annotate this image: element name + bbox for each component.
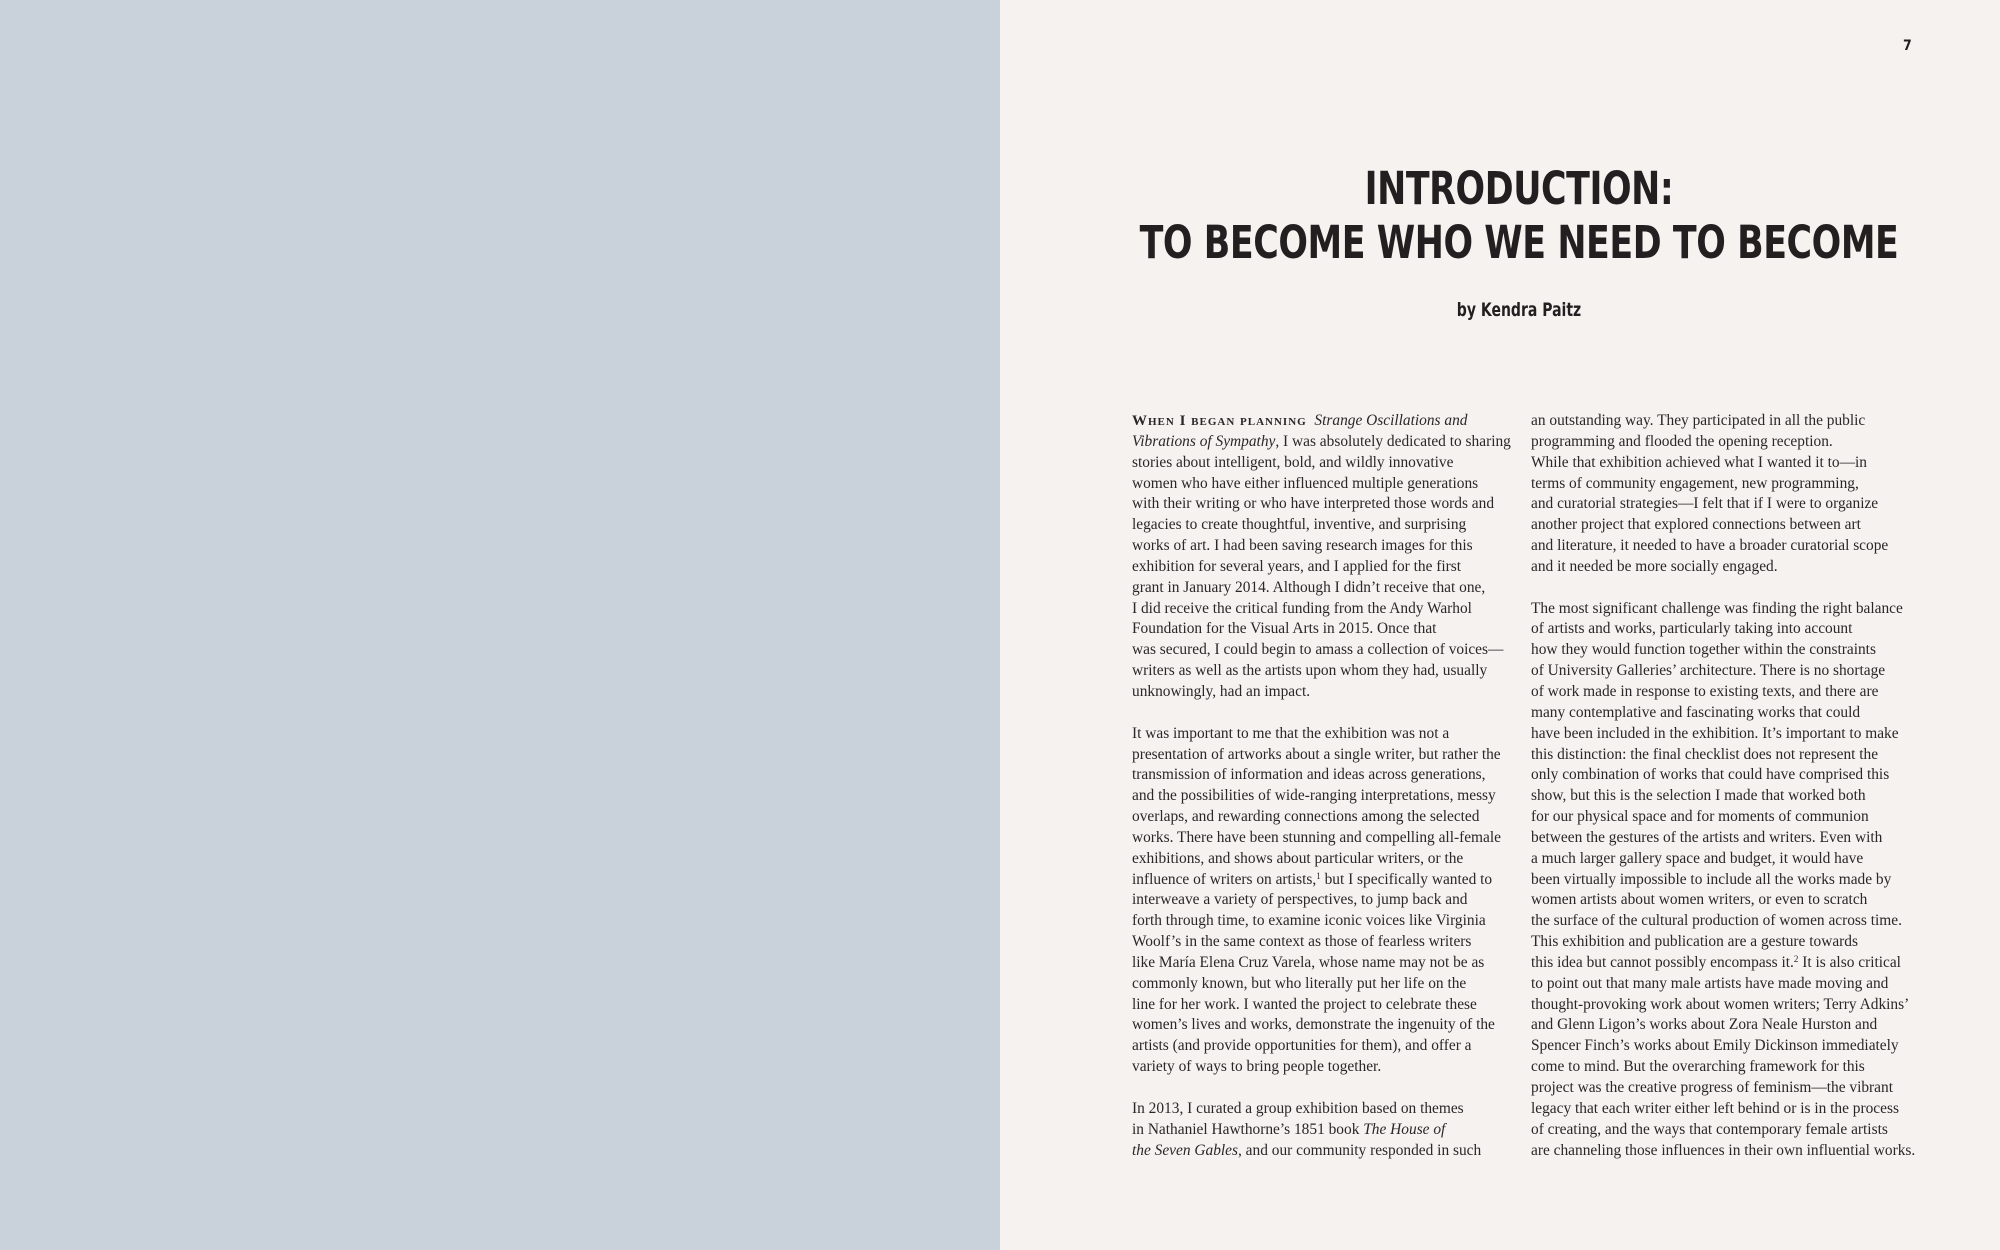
text-line: of creating, and the ways that contemporary female artists xyxy=(1531,1120,1888,1138)
paragraph-1 xyxy=(1132,411,1511,703)
text-line: are channeling those influences in their own influential works. xyxy=(1531,1141,1916,1159)
text-line: of University Galleries’ architecture. There is no shortage xyxy=(1531,662,1886,680)
text-line: this idea but cannot possibly encompass it.$^2$ It is also critical xyxy=(1531,953,1901,971)
text-line: legacies to create thoughtful, inventive, and surprising xyxy=(1132,516,1467,534)
paragraph-4 xyxy=(1531,599,1915,1162)
text-line: and the possibilities of wide-ranging interpretations, messy xyxy=(1132,787,1496,805)
text-line: project was the creative progress of feminism—the vibrant xyxy=(1531,1079,1893,1096)
text-line: grant in January 2014. Although I didn’t receive that one, xyxy=(1132,578,1486,596)
text-line: an outstanding way. They participated in all the public xyxy=(1531,412,1866,429)
text-line: exhibitions, and shows about particular writers, or the xyxy=(1132,849,1464,867)
text-line: This exhibition and publication are a gesture towards xyxy=(1531,933,1858,951)
text-line: overlaps, and rewarding connections among the selected xyxy=(1132,808,1480,826)
paragraph-3 xyxy=(1132,1099,1511,1162)
book-title: Vibrations of Sympathy xyxy=(1132,432,1276,450)
lead-in: When I began planning xyxy=(1132,413,1307,429)
text-line: this distinction: the final checklist does not represent the xyxy=(1531,745,1879,763)
text-line: another project that explored connections between art xyxy=(1531,516,1861,534)
paragraph-continued xyxy=(1531,411,1915,578)
text-line: programming and flooded the opening reception. xyxy=(1531,432,1833,450)
text-line: how they would function together within the constraints xyxy=(1531,641,1876,659)
text-line: variety of ways to bring people together. xyxy=(1132,1058,1382,1076)
text-line: interweave a variety of perspectives, to jump back and xyxy=(1132,891,1468,909)
text-line: of artists and works, particularly taking into account xyxy=(1531,620,1853,638)
text-line: been virtually impossible to include all the works made by xyxy=(1531,870,1892,888)
text-line: women who have either influenced multiple generations xyxy=(1132,474,1479,492)
book-title: Strange Oscillations and xyxy=(1314,412,1468,429)
text-line: transmission of information and ideas across generations, xyxy=(1132,766,1486,784)
text-line: legacy that each writer either left behind or is in the process xyxy=(1531,1099,1899,1117)
text-line: It was important to me that the exhibition was not a xyxy=(1132,724,1450,742)
title-line-1: INTRODUCTION: xyxy=(1364,162,1674,215)
text-line: works of art. I had been saving research images for this xyxy=(1132,537,1473,555)
text-line: writers as well as the artists upon whom they had, usually xyxy=(1132,662,1488,680)
text-line: only combination of works that could have comprised this xyxy=(1531,766,1890,784)
text-line: many contemplative and fascinating works that could xyxy=(1531,703,1861,721)
page-title xyxy=(1073,162,1966,270)
text-line: with their writing or who have interpreted those words and xyxy=(1132,495,1495,513)
text-line: The most significant challenge was finding the right balance xyxy=(1531,599,1903,617)
text-line: thought-provoking work about women writers; Terry Adkins’ xyxy=(1531,995,1910,1013)
text-line: and curatorial strategies—I felt that if I were to organize xyxy=(1531,495,1879,513)
text-line: women’s lives and works, demonstrate the ingenuity of the xyxy=(1132,1016,1495,1034)
text-line: of work made in response to existing texts, and there are xyxy=(1531,682,1879,700)
book-title: the Seven Gables xyxy=(1132,1141,1238,1159)
text-line: unknowingly, had an impact. xyxy=(1132,682,1311,700)
text-line: works. There have been stunning and compelling all-female xyxy=(1132,828,1501,846)
text-line: In 2013, I curated a group exhibition based on themes xyxy=(1132,1099,1464,1117)
text-line: line for her work. I wanted the project to celebrate these xyxy=(1132,995,1477,1013)
text-line: and literature, it needed to have a broader curatorial scope xyxy=(1531,537,1889,555)
text-line: in Nathaniel Hawthorne’s 1851 book The House of xyxy=(1132,1120,1446,1138)
text-line xyxy=(1132,411,1511,432)
text-line: to point out that many male artists have made moving and xyxy=(1531,974,1889,992)
text-line: like María Elena Cruz Varela, whose name may not be as xyxy=(1132,953,1485,971)
text-line: women artists about women writers, or even to scratch xyxy=(1531,891,1868,909)
text-line: a much larger gallery space and budget, it would have xyxy=(1531,849,1864,867)
footnote-1: 1 xyxy=(1316,870,1321,881)
book-title: The House of xyxy=(1363,1120,1446,1138)
text-line: and Glenn Ligon’s works about Zora Neale Hurston and xyxy=(1531,1016,1878,1034)
text-line: exhibition for several years, and I applied for the first xyxy=(1132,557,1462,575)
text-line: influence of writers on artists,$^1$ but I specifically wanted to xyxy=(1132,870,1493,888)
text-line: terms of community engagement, new programming, xyxy=(1531,474,1859,492)
author-byline: by Kendra Paitz xyxy=(1456,299,1582,321)
text-line: and it needed be more socially engaged. xyxy=(1531,557,1778,575)
text-line: was secured, I could begin to amass a collection of voices— xyxy=(1132,641,1504,659)
text-line: artists (and provide opportunities for them), and offer a xyxy=(1132,1037,1472,1055)
text-line: forth through time, to examine iconic voices like Virginia xyxy=(1132,912,1486,930)
text-line: commonly known, but who literally put her life on the xyxy=(1132,974,1467,992)
page-number: 7 xyxy=(1903,38,1912,54)
footnote-2: 2 xyxy=(1793,953,1799,964)
title-line-2: TO BECOME WHO WE NEED TO BECOME xyxy=(1139,216,1899,269)
text-line: for our physical space and for moments of communion xyxy=(1531,808,1869,826)
paragraph-2 xyxy=(1132,724,1511,1078)
text-line: the surface of the cultural production of women across time. xyxy=(1531,912,1902,930)
text-line: show, but this is the selection I made that worked both xyxy=(1531,787,1866,805)
text-line: between the gestures of the artists and writers. Even with xyxy=(1531,828,1883,846)
text-line: I did receive the critical funding from the Andy Warhol xyxy=(1132,599,1472,617)
text-line: Foundation for the Visual Arts in 2015. Once that xyxy=(1132,620,1437,638)
text-line: stories about intelligent, bold, and wildly innovative xyxy=(1132,453,1454,471)
text-line: Vibrations of Sympathy, I was absolutely dedicated to sharing xyxy=(1132,432,1511,450)
text-column-right xyxy=(1531,411,1915,1182)
text-line: have been included in the exhibition. It’s important to make xyxy=(1531,724,1899,742)
text-line: Woolf’s in the same context as those of fearless writers xyxy=(1132,933,1472,951)
text-line: While that exhibition achieved what I wanted it to—in xyxy=(1531,453,1867,471)
text-line: the Seven Gables, and our community responded in such xyxy=(1132,1141,1482,1159)
text-line: Spencer Finch’s works about Emily Dickinson immediately xyxy=(1531,1037,1899,1055)
text-column-left xyxy=(1132,411,1511,1182)
text-line: presentation of artworks about a single writer, but rather the xyxy=(1132,745,1501,763)
text-line: come to mind. But the overarching framework for this xyxy=(1531,1058,1865,1076)
